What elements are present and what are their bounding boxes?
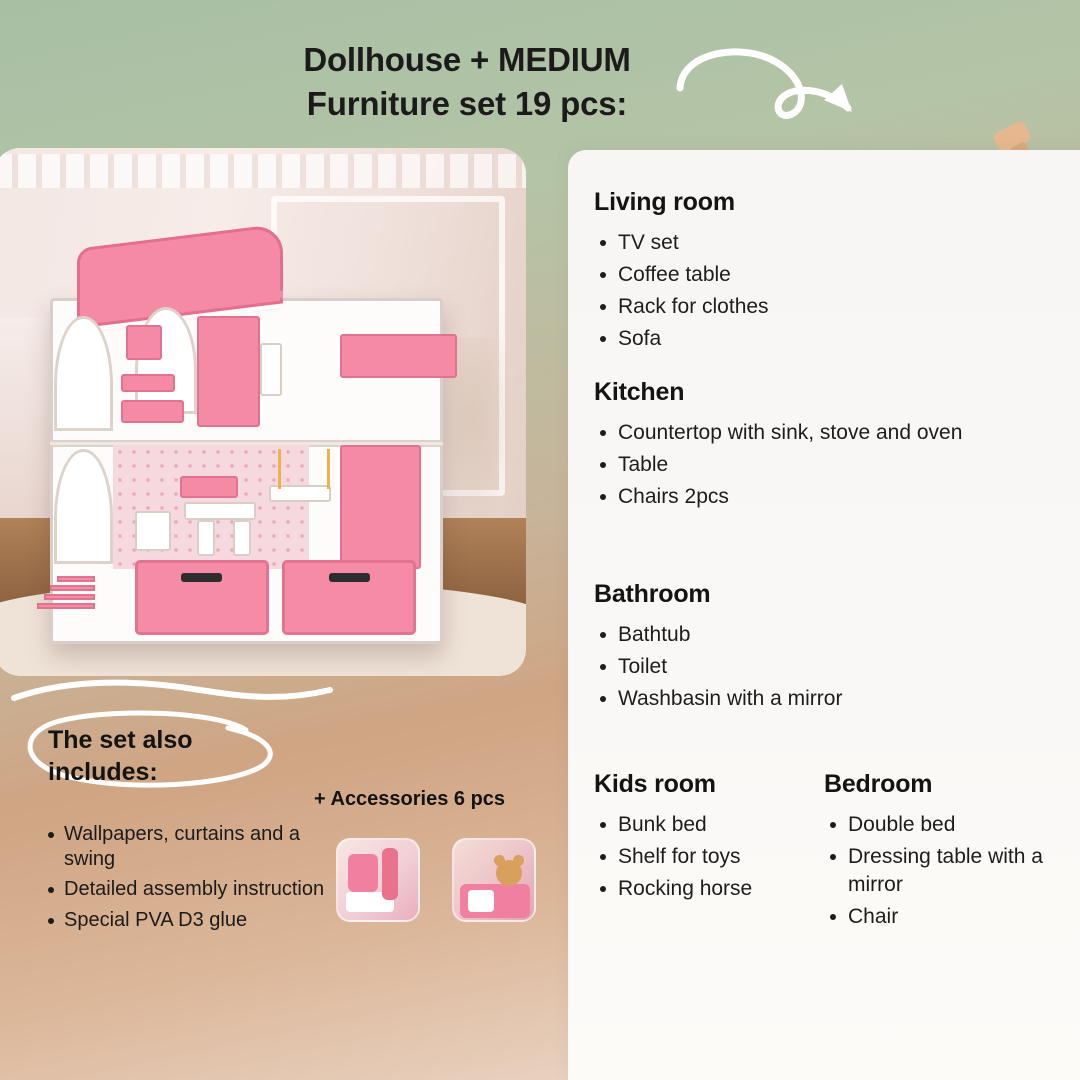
page-title: Dollhouse + MEDIUM Furniture set 19 pcs: [303,41,631,122]
list-item: Sofa [594,325,1024,353]
curved-arrow-icon [672,44,882,134]
list-item: Dressing table with a mirror [824,843,1064,899]
hand-drawn-swirl-icon [10,676,340,710]
section-heading-kids-room: Kids room [594,770,716,798]
section-kids-room [594,770,794,907]
list-item: Wallpapers, curtains and a swing [44,822,334,872]
list-item: Coffee table [594,261,1024,289]
section-heading-bedroom: Bedroom [824,770,933,798]
contents-card [568,150,1080,1080]
also-includes-list [44,822,334,933]
list-item: Chair [824,903,1064,931]
list-item: Special PVA D3 glue [44,908,334,933]
section-bedroom [824,770,1064,935]
list-kids-room [594,811,794,903]
list-living-room [594,229,1024,353]
list-item: Double bed [824,811,1064,839]
list-bathroom [594,621,1024,713]
accessory-thumbnail-2 [452,838,536,922]
section-kitchen [594,378,994,515]
list-item: Table [594,451,994,479]
list-bedroom [824,811,1064,931]
product-photo [0,148,526,676]
section-bathroom [594,580,1024,717]
list-item: Toilet [594,653,1024,681]
list-item: Shelf for toys [594,843,794,871]
list-item: Chairs 2pcs [594,483,994,511]
accessory-thumbnail-1 [336,838,420,922]
list-item: Washbasin with a mirror [594,685,1024,713]
list-item: Rocking horse [594,875,794,903]
section-heading-kitchen: Kitchen [594,378,685,406]
list-kitchen [594,419,994,511]
list-item: Rack for clothes [594,293,1024,321]
section-heading-bathroom: Bathroom [594,580,711,608]
photo-ceiling-moulding [0,154,526,188]
section-living-room [594,188,1024,357]
dollhouse-model [37,201,484,645]
section-heading-living-room: Living room [594,188,735,216]
accessories-label: + Accessories 6 pcs [314,788,506,810]
list-item: Detailed assembly instruction [44,877,334,902]
list-item: Bunk bed [594,811,794,839]
list-item: Bathtub [594,621,1024,649]
also-includes-block [44,716,334,938]
list-item: TV set [594,229,1024,257]
list-item: Countertop with sink, stove and oven [594,419,994,447]
also-includes-heading: The set also includes: [48,726,193,786]
